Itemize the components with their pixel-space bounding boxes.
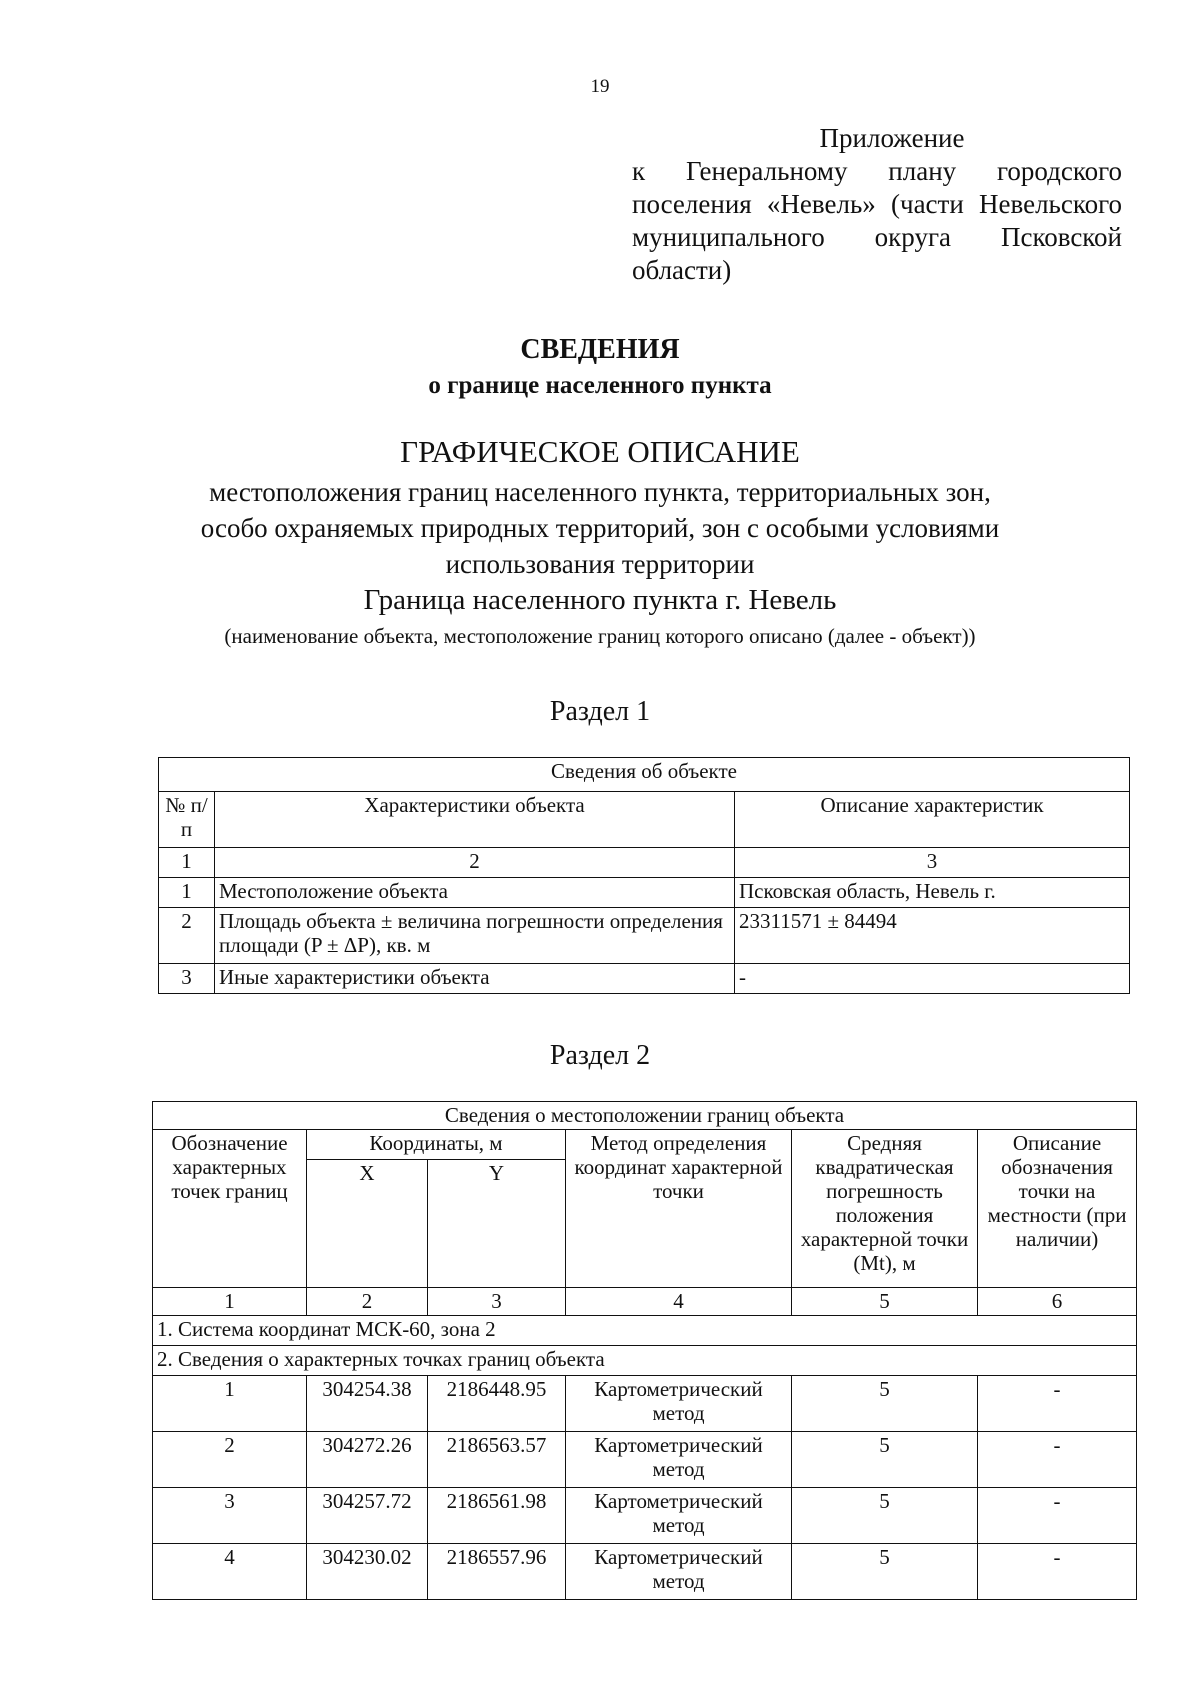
index-cell: 3 [428,1288,566,1316]
index-cell: 1 [153,1288,307,1316]
object-info-table [158,757,1130,994]
point-error: 5 [792,1544,978,1600]
appendix-title: Приложение [819,123,965,153]
appendix-text: к Генеральному плану городского поселения «Невель» (части Невельского муниципального округа Псковской области) [632,156,1122,285]
table-row [159,878,1130,908]
object-name: Граница населенного пункта г. Невель [363,584,837,616]
index-cell: 3 [735,848,1130,878]
row-number: 2 [159,908,215,964]
index-cell: 2 [307,1288,428,1316]
document-title: СВЕДЕНИЯ [520,334,680,365]
table-row [159,908,1130,964]
point-method: Картометрический метод [566,1544,792,1600]
header-coordinates: Координаты, м [307,1130,566,1160]
header-characteristics: Характеристики объекта [215,792,735,848]
row-number: 3 [159,964,215,994]
row-characteristic: Площадь объекта ± величина погрешности определения площади (P ± ΔP), кв. м [215,908,735,964]
point-method: Картометрический метод [566,1376,792,1432]
table-row [159,964,1130,994]
graphic-line: особо охраняемых природных территорий, зон с особыми условиями [200,513,1000,543]
point-description: - [978,1544,1137,1600]
point-designation: 2 [153,1432,307,1488]
index-cell: 1 [159,848,215,878]
index-cell: 5 [792,1288,978,1316]
header-error: Средняя квадратическая погрешность положения характерной точки (Mt), м [792,1130,978,1288]
point-x: 304257.72 [307,1488,428,1544]
point-x: 304272.26 [307,1432,428,1488]
table-row [153,1544,1137,1600]
point-designation: 3 [153,1488,307,1544]
point-method: Картометрический метод [566,1488,792,1544]
table-row [153,1376,1137,1432]
header-x: X [307,1160,428,1288]
page-number: 19 [590,76,610,97]
header-y: Y [428,1160,566,1288]
point-y: 2186448.95 [428,1376,566,1432]
table-title: Сведения об объекте [159,758,1130,792]
index-cell: 6 [978,1288,1137,1316]
point-error: 5 [792,1432,978,1488]
row-value: - [735,964,1130,994]
row-value: 23311571 ± 84494 [735,908,1130,964]
coordinate-system: 1. Система координат МСК-60, зона 2 [153,1316,1137,1346]
table-row [153,1488,1137,1544]
header-number: № п/п [159,792,215,848]
row-characteristic: Местоположение объекта [215,878,735,908]
point-x: 304254.38 [307,1376,428,1432]
header-description: Описание характеристик [735,792,1130,848]
point-designation: 1 [153,1376,307,1432]
object-note: (наименование объекта, местоположение границ которого описано (далее - объект)) [224,624,976,648]
points-title: 2. Сведения о характерных точках границ объекта [153,1346,1137,1376]
graphic-description-title: ГРАФИЧЕСКОЕ ОПИСАНИЕ [400,434,800,469]
point-y: 2186557.96 [428,1544,566,1600]
point-description: - [978,1376,1137,1432]
section2-title: Раздел 2 [549,1040,651,1071]
index-cell: 4 [566,1288,792,1316]
header-point-description: Описание обозначения точки на местности (при наличии) [978,1130,1137,1288]
graphic-description-text [120,474,1080,582]
table-title: Сведения о местоположении границ объекта [153,1102,1137,1130]
point-error: 5 [792,1376,978,1432]
point-x: 304230.02 [307,1544,428,1600]
index-cell: 2 [215,848,735,878]
boundary-points-table [152,1101,1137,1600]
appendix-block [632,122,1122,287]
row-characteristic: Иные характеристики объекта [215,964,735,994]
point-method: Картометрический метод [566,1432,792,1488]
row-number: 1 [159,878,215,908]
row-value: Псковская область, Невель г. [735,878,1130,908]
table-row [153,1432,1137,1488]
graphic-line: использования территории [445,549,755,579]
header-method: Метод определения координат характерной точки [566,1130,792,1288]
point-error: 5 [792,1488,978,1544]
point-y: 2186561.98 [428,1488,566,1544]
document-subtitle: о границе населенного пункта [428,372,772,399]
point-description: - [978,1488,1137,1544]
header-designation: Обозначение характерных точек границ [153,1130,307,1288]
point-description: - [978,1432,1137,1488]
point-designation: 4 [153,1544,307,1600]
section1-title: Раздел 1 [549,696,651,727]
point-y: 2186563.57 [428,1432,566,1488]
graphic-line: местоположения границ населенного пункта, территориальных зон, [209,477,991,507]
